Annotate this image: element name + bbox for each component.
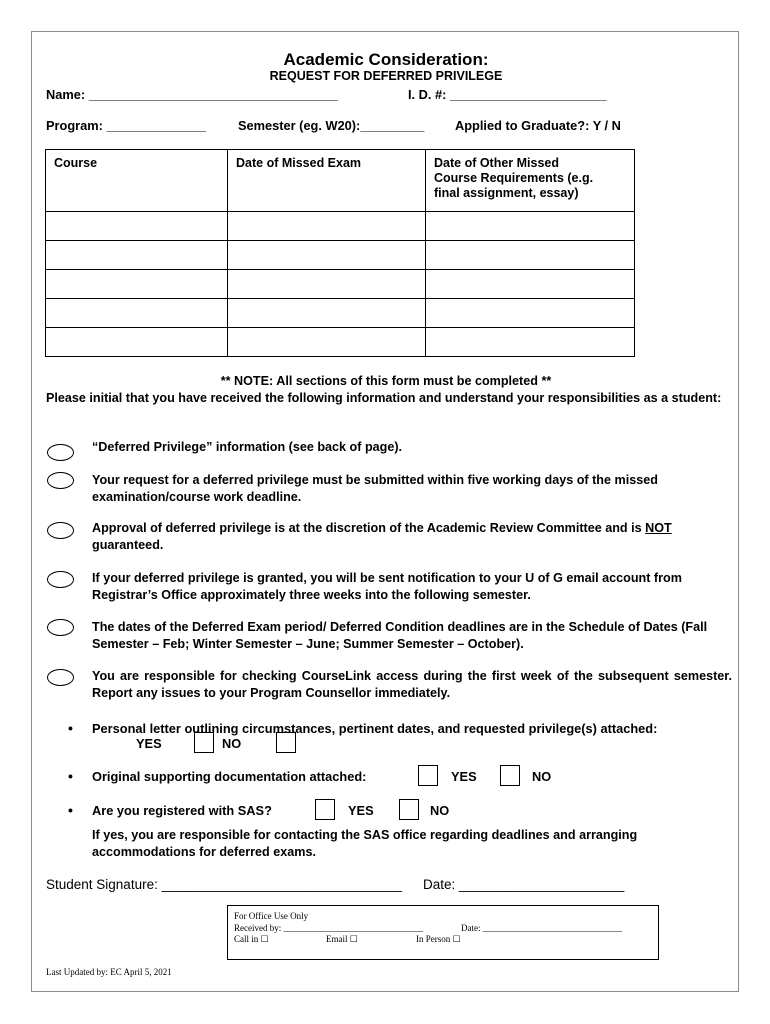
sas-yes-label: YES bbox=[348, 803, 374, 818]
id-blank[interactable]: ______________________ bbox=[449, 87, 607, 102]
id-field[interactable] bbox=[408, 87, 607, 102]
office-use-box bbox=[227, 905, 659, 960]
footer-updated: Last Updated by: EC April 5, 2021 bbox=[46, 967, 172, 977]
sas-yes-checkbox[interactable] bbox=[315, 799, 335, 820]
id-label: I. D. #: bbox=[408, 87, 447, 102]
table-cell[interactable] bbox=[426, 328, 635, 357]
table-row bbox=[46, 270, 635, 299]
table-cell[interactable] bbox=[426, 270, 635, 299]
checkbox-icon[interactable]: ☐ bbox=[349, 934, 358, 944]
not-underlined: NOT bbox=[645, 521, 672, 535]
table-cell[interactable] bbox=[46, 270, 228, 299]
letter-no-checkbox[interactable] bbox=[276, 732, 296, 753]
initial-oval-6[interactable] bbox=[47, 669, 74, 686]
sas-question: Are you registered with SAS? bbox=[92, 803, 272, 818]
signature-label: Student Signature: bbox=[46, 877, 158, 892]
name-blank[interactable]: ___________________________________ bbox=[88, 87, 338, 102]
table-row bbox=[46, 328, 635, 357]
table-cell[interactable] bbox=[426, 212, 635, 241]
office-date[interactable]: Date: _______________________________ bbox=[461, 923, 623, 933]
semester-blank[interactable]: _________ bbox=[360, 118, 425, 133]
checkbox-icon[interactable]: ☐ bbox=[452, 934, 461, 944]
info-item-2: Your request for a deferred privilege must be submitted within five working days of the missed examination/course work deadline. bbox=[92, 473, 658, 504]
table-cell[interactable] bbox=[426, 241, 635, 270]
semester-field[interactable] bbox=[238, 118, 424, 133]
documentation-no-label: NO bbox=[532, 769, 552, 784]
initial-oval-4[interactable] bbox=[47, 571, 74, 588]
letter-question: Personal letter outlining circumstances, pertinent dates, and requested privilege(s) attached: bbox=[92, 721, 658, 736]
info-item-3: Approval of deferred privilege is at the discretion of the Academic Review Committee and is NOT guaranteed. bbox=[92, 521, 672, 552]
table-cell[interactable] bbox=[228, 241, 426, 270]
office-title: For Office Use Only bbox=[234, 911, 309, 921]
table-cell[interactable] bbox=[46, 241, 228, 270]
initial-oval-5[interactable] bbox=[47, 619, 74, 636]
office-in-person[interactable]: In Person ☐ bbox=[416, 934, 461, 944]
info-item-5: The dates of the Deferred Exam period/ Deferred Condition deadlines are in the Schedule of Dates (Fall Semester – Feb; Winter Semester – June; Summer Semester – October). bbox=[92, 620, 708, 651]
form-title: Academic Consideration: bbox=[283, 50, 489, 69]
form-page bbox=[31, 31, 739, 992]
table-cell[interactable] bbox=[228, 270, 426, 299]
table-row bbox=[46, 241, 635, 270]
program-field[interactable] bbox=[46, 118, 206, 133]
table-cell[interactable] bbox=[46, 328, 228, 357]
initial-oval-2[interactable] bbox=[47, 472, 74, 489]
graduate-field[interactable]: Applied to Graduate?: Y / N bbox=[455, 118, 621, 133]
bullet-dot: • bbox=[68, 802, 73, 818]
note-text: ** NOTE: All sections of this form must be completed ** bbox=[220, 374, 552, 388]
initial-oval-3[interactable] bbox=[47, 522, 74, 539]
sas-no-checkbox[interactable] bbox=[399, 799, 419, 820]
info-item-4: If your deferred privilege is granted, you will be sent notification to your U of G email account from Registrar’s Office approximately three weeks into the following semester. bbox=[92, 571, 682, 602]
letter-no-label: NO bbox=[222, 736, 242, 751]
name-field[interactable] bbox=[46, 87, 338, 102]
instruction-text: Please initial that you have received the following information and understand your responsibilities as a student: bbox=[46, 391, 722, 405]
table-cell[interactable] bbox=[228, 299, 426, 328]
initial-oval-1[interactable] bbox=[47, 444, 74, 461]
documentation-no-checkbox[interactable] bbox=[500, 765, 520, 786]
signature-field[interactable] bbox=[46, 877, 402, 892]
documentation-yes-label: YES bbox=[451, 769, 477, 784]
table-cell[interactable] bbox=[228, 328, 426, 357]
bullet-dot: • bbox=[68, 720, 73, 736]
info-item-6: You are responsible for checking CourseLink access during the first week of the subsequent semester. Report any issues to your Program Counsellor immediately. bbox=[92, 669, 732, 700]
letter-yes-checkbox[interactable] bbox=[194, 732, 214, 753]
table-row bbox=[46, 212, 635, 241]
program-blank[interactable]: ______________ bbox=[106, 118, 207, 133]
documentation-yes-checkbox[interactable] bbox=[418, 765, 438, 786]
program-label: Program: bbox=[46, 118, 103, 133]
table-header-row bbox=[46, 150, 635, 212]
table-row bbox=[46, 299, 635, 328]
table-cell[interactable] bbox=[46, 299, 228, 328]
table-cell[interactable] bbox=[426, 299, 635, 328]
signature-blank[interactable]: ________________________________ bbox=[161, 877, 402, 892]
letter-yes-label: YES bbox=[136, 736, 162, 751]
checkbox-icon[interactable]: ☐ bbox=[260, 934, 269, 944]
form-subtitle: REQUEST FOR DEFERRED PRIVILEGE bbox=[269, 69, 503, 83]
table-cell[interactable] bbox=[228, 212, 426, 241]
documentation-question: Original supporting documentation attached: bbox=[92, 769, 367, 784]
sas-no-label: NO bbox=[430, 803, 450, 818]
bullet-dot: • bbox=[68, 768, 73, 784]
header-other-requirements: Date of Other Missed Course Requirements (e.g. final assignment, essay) bbox=[426, 150, 635, 212]
signature-date-blank[interactable]: ______________________ bbox=[459, 877, 625, 892]
office-received-by[interactable]: Received by: _______________________________ bbox=[234, 923, 423, 933]
info-item-1: “Deferred Privilege” information (see back of page). bbox=[92, 440, 403, 454]
name-label: Name: bbox=[46, 87, 86, 102]
courses-table bbox=[45, 149, 635, 357]
header-missed-exam: Date of Missed Exam bbox=[228, 150, 426, 212]
table-cell[interactable] bbox=[46, 212, 228, 241]
semester-label: Semester (eg. W20): bbox=[238, 118, 361, 133]
header-course: Course bbox=[46, 150, 228, 212]
office-call-in[interactable]: Call in ☐ bbox=[234, 934, 269, 944]
office-email[interactable]: Email ☐ bbox=[326, 934, 358, 944]
signature-date-field[interactable] bbox=[423, 877, 624, 892]
signature-date-label: Date: bbox=[423, 877, 456, 892]
sas-note: If yes, you are responsible for contacting the SAS office regarding deadlines and arranging accommodations for deferred exams. bbox=[92, 828, 638, 859]
